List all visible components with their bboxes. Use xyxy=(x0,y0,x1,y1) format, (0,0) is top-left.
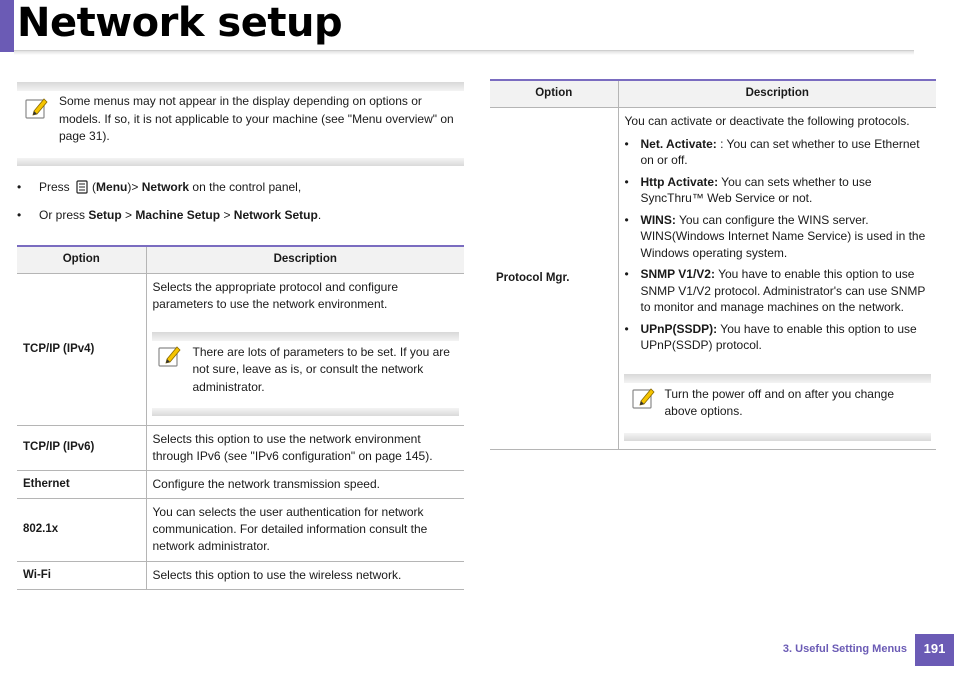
description-cell xyxy=(618,107,936,449)
protocol-note xyxy=(624,374,931,441)
list-item: • UPnP(SSDP): You have to enable this option to use UPnP(SSDP) protocol. xyxy=(625,321,931,354)
description-cell: Selects this option to use the network environment through IPv6 (see "IPv6 configuration" on page 145). xyxy=(146,425,464,470)
machine-setup-label: Machine Setup xyxy=(135,208,221,222)
protocol-intro: You can activate or deactivate the following protocols. xyxy=(624,113,910,128)
description-text: Selects the appropriate protocol and configure parameters to use the network environment. xyxy=(152,279,398,311)
menu-label: Menu xyxy=(96,180,128,194)
table-header-row xyxy=(17,246,464,273)
option-cell: Protocol Mgr. xyxy=(490,107,618,449)
column-header-description: Description xyxy=(618,80,936,107)
table-row xyxy=(490,107,936,449)
note-pencil-icon xyxy=(158,344,182,368)
column-header-description: Description xyxy=(146,246,464,273)
description-cell xyxy=(146,273,464,425)
list-item: • WINS: You can configure the WINS server. WINS(Windows Internet Name Service) is used in the Windows operating system. xyxy=(625,212,931,262)
table-row xyxy=(17,498,464,561)
protocol-list xyxy=(625,136,931,354)
network-setup-label: Network Setup xyxy=(233,208,318,222)
left-options-table xyxy=(17,245,464,590)
list-item: • Http Activate: You can sets whether to use SyncThru™ Web Service or not. xyxy=(625,174,931,207)
title-accent-bar xyxy=(0,0,14,52)
right-options-table xyxy=(490,79,936,450)
ipv4-note xyxy=(152,332,459,416)
description-cell: You can selects the user authentication for network communication. For detailed information consult the network administrator. xyxy=(146,498,464,561)
option-cell: TCP/IP (IPv6) xyxy=(17,425,146,470)
note-pencil-icon xyxy=(632,386,656,410)
top-note-text: Some menus may not appear in the display depending on options or models. If so, it is not applicable to your machine (see "Menu overview" on page 31). xyxy=(59,94,454,143)
setup-label: Setup xyxy=(88,208,122,222)
table-row xyxy=(17,273,464,425)
option-cell: Wi-Fi xyxy=(17,561,146,589)
list-item: • Net. Activate: : You can set whether to use Ethernet on or off. xyxy=(625,136,931,169)
menu-button-icon xyxy=(75,180,89,198)
protocol-note-text: Turn the power off and on after you change above options. xyxy=(664,386,894,418)
title-divider xyxy=(14,50,914,55)
description-cell: Configure the network transmission speed. xyxy=(146,470,464,498)
network-label: Network xyxy=(141,180,190,194)
footer-chapter: 3. Useful Setting Menus xyxy=(782,643,907,655)
column-header-option: Option xyxy=(17,246,146,273)
option-cell: TCP/IP (IPv4) xyxy=(17,273,146,425)
page-title: Network setup xyxy=(17,0,343,46)
page-number: 191 xyxy=(915,634,954,666)
note-pencil-icon xyxy=(25,96,49,120)
column-header-option: Option xyxy=(490,80,618,107)
option-cell: Ethernet xyxy=(17,470,146,498)
table-header-row xyxy=(490,80,936,107)
description-cell: Selects this option to use the wireless network. xyxy=(146,561,464,589)
option-cell: 802.1x xyxy=(17,498,146,561)
table-row xyxy=(17,425,464,470)
ipv4-note-text: There are lots of parameters to be set. If you are not sure, leave as is, or consult the network administrator. xyxy=(192,344,450,394)
table-row xyxy=(17,470,464,498)
top-note xyxy=(17,82,464,166)
table-row xyxy=(17,561,464,589)
list-item: • SNMP V1/V2: You have to enable this option to use SNMP V1/V2 protocol. Administrator's can use SNMP to monitor and manage machines on the network. xyxy=(625,266,931,316)
